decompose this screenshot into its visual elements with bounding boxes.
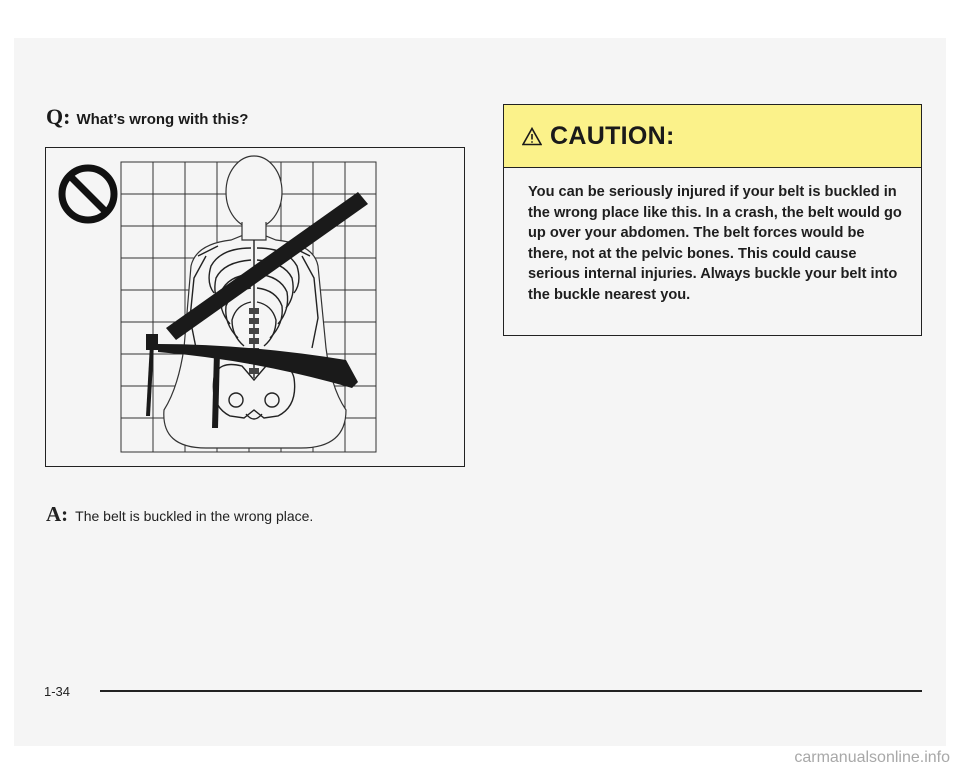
answer-text: The belt is buckled in the wrong place. (75, 508, 314, 524)
footer-rule (100, 690, 922, 692)
question-letter: Q: (46, 104, 71, 129)
answer-letter: A: (46, 502, 69, 526)
caution-box (503, 104, 922, 336)
caution-text: You can be seriously injured if your belt is buckled in the wrong place like this. In a crash, the belt would go up over your abdomen. The belt forces would be there, not at the pelvic bones. This could cause serious internal injuries. Always buckle your belt into the buckle nearest you. (528, 184, 902, 303)
skeleton-illustration (46, 148, 464, 466)
warning-triangle-icon (522, 127, 542, 146)
question-text: What’s wrong with this? (76, 111, 249, 128)
buckle (146, 334, 158, 350)
caution-header (504, 105, 921, 168)
caution-title: CAUTION: (550, 121, 675, 150)
no-symbol-icon (62, 168, 114, 220)
belt-illustration (45, 147, 465, 467)
answer-line (46, 502, 313, 527)
watermark: carmanualsonline.info (794, 749, 950, 766)
page-number: 1-34 (44, 684, 71, 699)
question-heading (46, 104, 248, 130)
